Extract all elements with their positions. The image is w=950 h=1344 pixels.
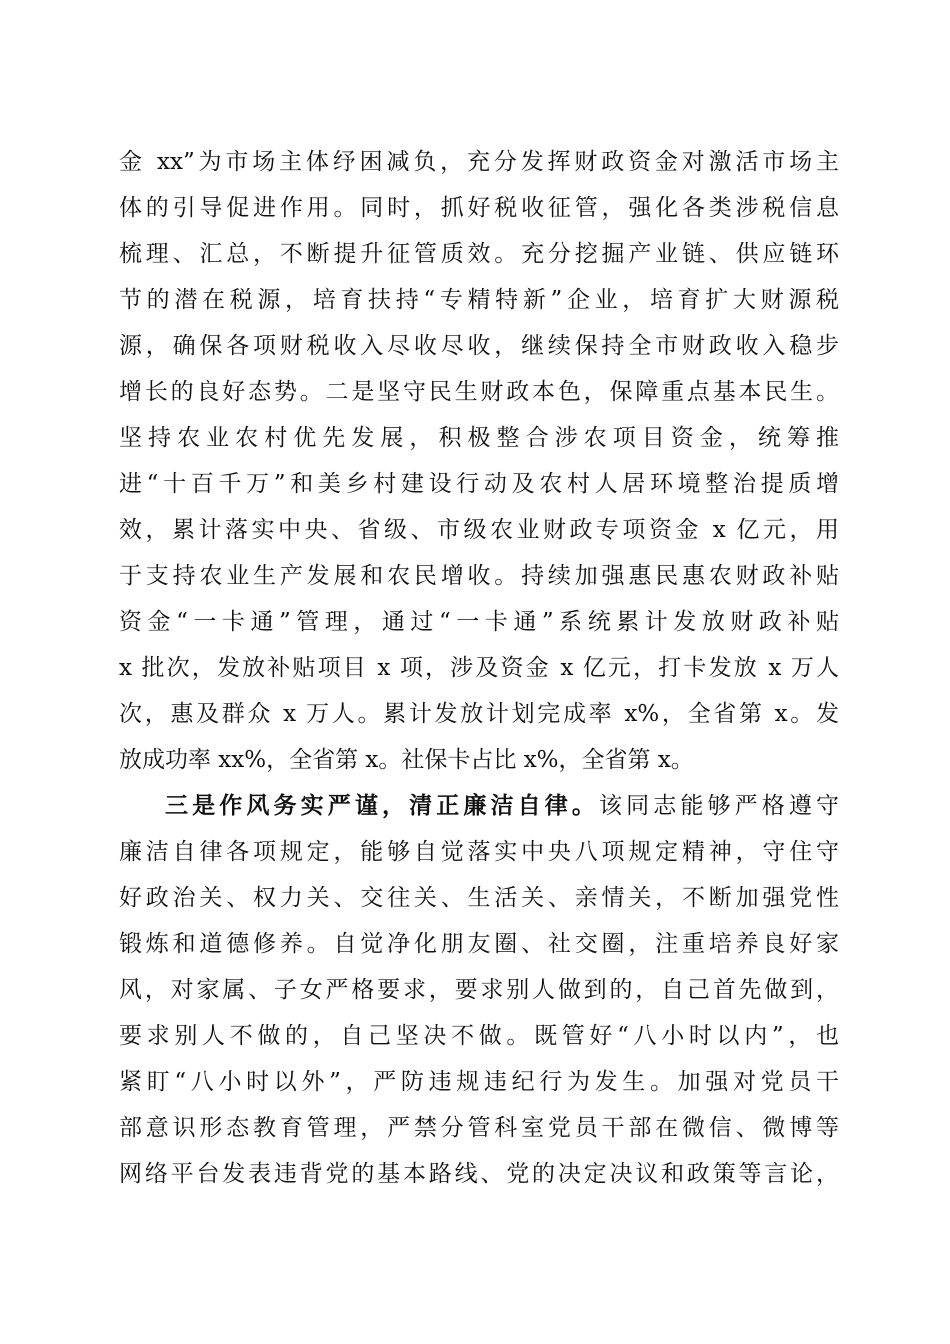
- body-text-line: 网络平台发表违背党的基本路线、党的决定决议和政策等言论，: [119, 1161, 839, 1187]
- body-text-line: 增长的良好态势。二是坚守民生财政本色，保障重点基本民生。: [119, 379, 839, 405]
- body-text-line: 体的引导促进作用。同时，抓好税收征管，强化各类涉税信息: [119, 195, 839, 221]
- body-text-line: 于支持农业生产发展和农民增收。持续加强惠民惠农财政补贴: [119, 563, 839, 589]
- body-text-line: 进“十百千万”和美乡村建设行动及农村人居环境整治提质增: [119, 471, 839, 497]
- body-text-line: 放成功率 xx%，全省第 x。社保卡占比 x%，全省第 x。: [119, 747, 694, 773]
- section-heading: 三是作风务实严谨，清正廉洁自律。: [165, 792, 599, 819]
- body-text-line: 紧盯“八小时以外”，严防违规违纪行为发生。加强对党员干: [119, 1069, 839, 1095]
- body-text-line: 部意识形态教育管理，严禁分管科室党员干部在微信、微博等: [119, 1115, 839, 1141]
- paragraph-first-line: [165, 786, 839, 826]
- body-text-line: 锻炼和道德修养。自觉净化朋友圈、社交圈，注重培养良好家: [119, 931, 839, 957]
- body-text-line: 金 xx”为市场主体纾困减负，充分发挥财政资金对激活市场主: [119, 149, 839, 175]
- body-text-span: 该同志能够严格遵守: [599, 793, 839, 819]
- body-text-line: 好政治关、权力关、交往关、生活关、亲情关，不断加强党性: [119, 885, 839, 911]
- body-text-line: 廉洁自律各项规定，能够自觉落实中央八项规定精神，守住守: [119, 839, 839, 865]
- body-text-line: 源，确保各项财税收入尽收尽收，继续保持全市财政收入稳步: [119, 333, 839, 359]
- body-text-line: 梳理、汇总，不断提升征管质效。充分挖掘产业链、供应链环: [119, 241, 839, 267]
- body-text-line: 次，惠及群众 x 万人。累计发放计划完成率 x%，全省第 x。发: [119, 701, 839, 727]
- body-text-line: 坚持农业农村优先发展，积极整合涉农项目资金，统筹推: [119, 425, 839, 451]
- body-text-line: x 批次，发放补贴项目 x 项，涉及资金 x 亿元，打卡发放 x 万人: [119, 655, 839, 681]
- body-text-line: 效，累计落实中央、省级、市级农业财政专项资金 x 亿元，用: [119, 517, 839, 543]
- body-text-line: 风，对家属、子女严格要求，要求别人做到的，自己首先做到，: [119, 977, 839, 1003]
- body-text-line: 资金“一卡通”管理，通过“一卡通”系统累计发放财政补贴: [119, 609, 839, 635]
- body-text-line: 要求别人不做的，自己坚决不做。既管好“八小时以内”，也: [119, 1023, 839, 1049]
- body-text-line: 节的潜在税源，培育扶持“专精特新”企业，培育扩大财源税: [119, 287, 839, 313]
